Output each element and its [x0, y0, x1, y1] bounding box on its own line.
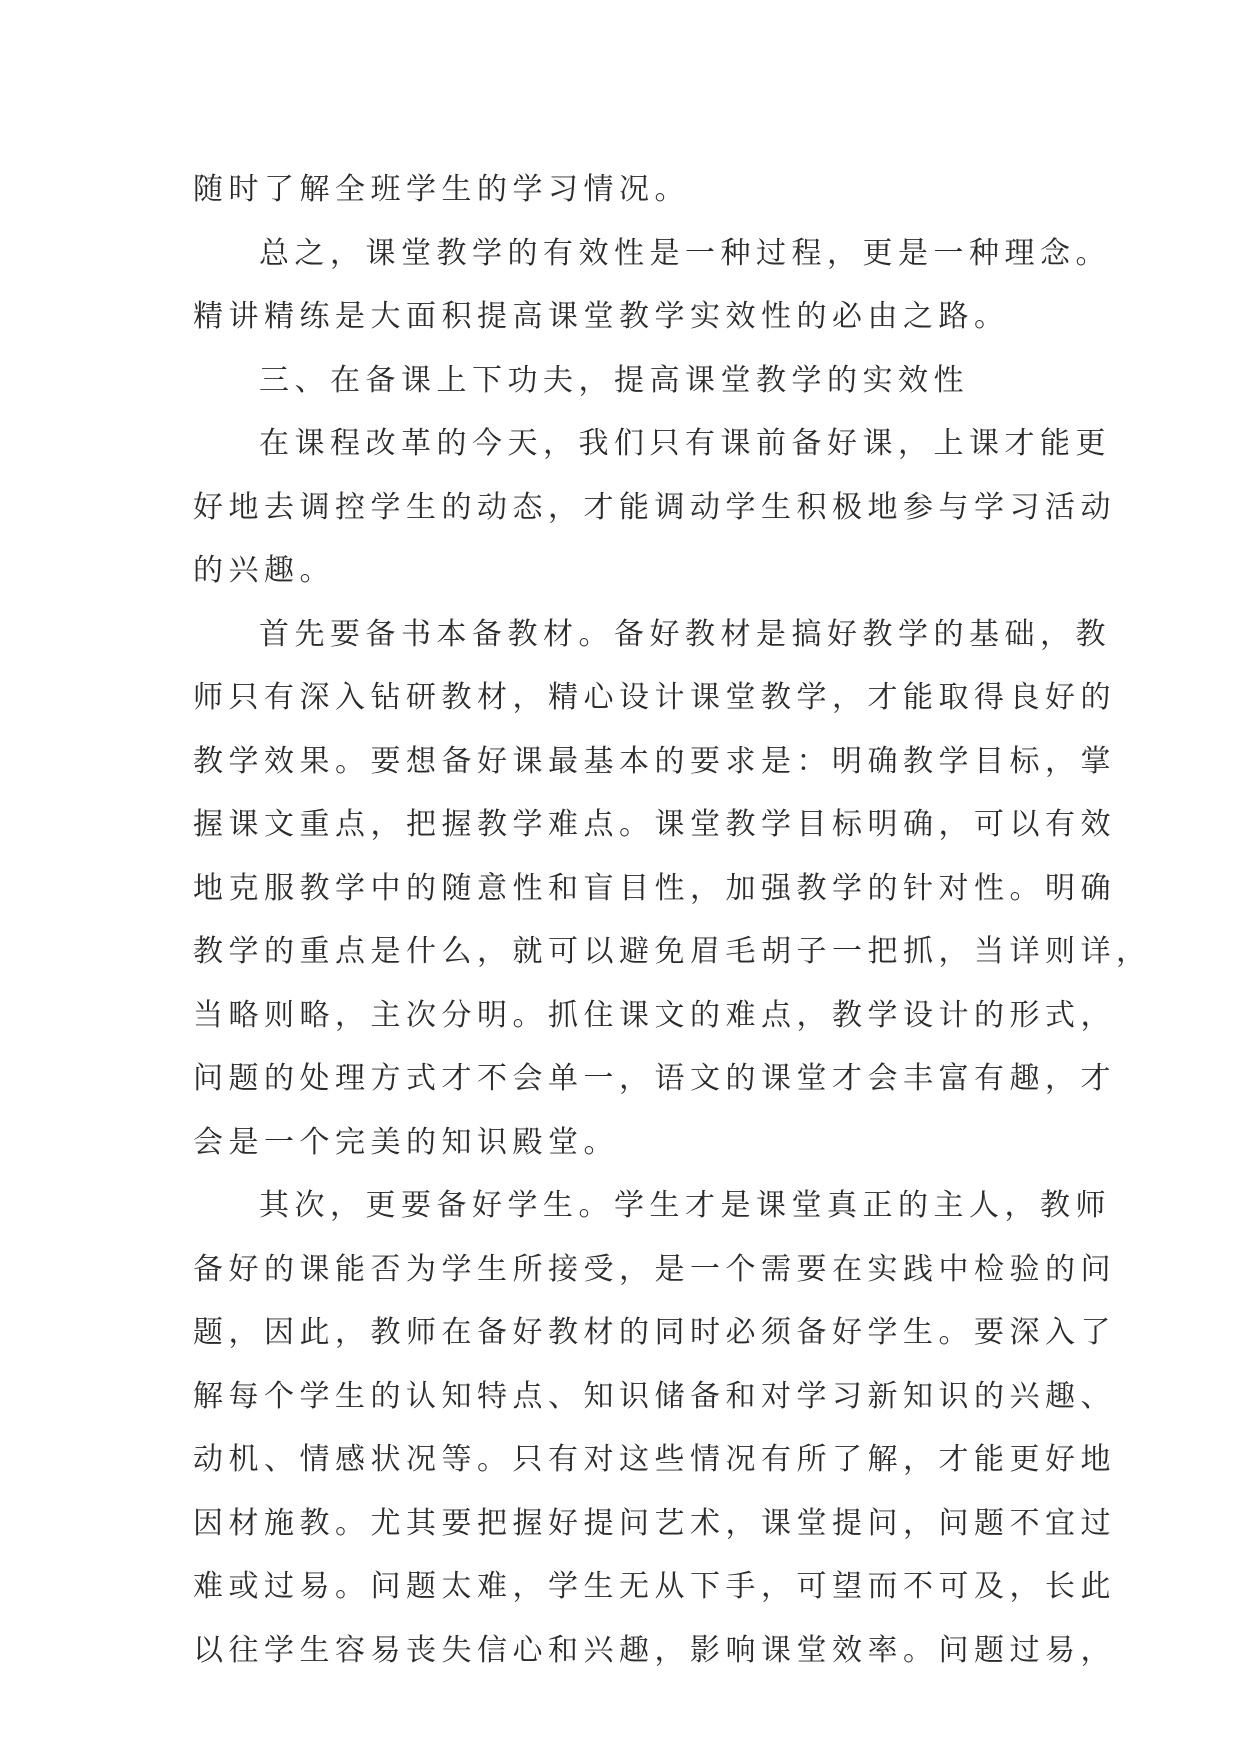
- text-line: 在课程改革的今天，我们只有课前备好课，上课才能更: [259, 426, 1111, 461]
- text-line: 精讲精练是大面积提高课堂教学实效性的必由之路。: [193, 299, 1010, 334]
- text-line: 其次，更要备好学生。学生才是课堂真正的主人，教师: [259, 1188, 1111, 1223]
- text-line: 问题的处理方式才不会单一，语文的课堂才会丰富有趣，才: [193, 1061, 1116, 1096]
- text-line: 首先要备书本备教材。备好教材是搞好教学的基础，教: [259, 616, 1111, 652]
- text-line: 总之，课堂教学的有效性是一种过程，更是一种理念。: [259, 235, 1111, 271]
- text-line: 以往学生容易丧失信心和兴趣，影响课堂效率。问题过易，: [193, 1632, 1116, 1668]
- text-line: 题，因此，教师在备好教材的同时必须备好学生。要深入了: [193, 1315, 1116, 1350]
- text-line: 握课文重点，把握教学难点。课堂教学目标明确，可以有效: [193, 807, 1116, 842]
- text-line: 解每个学生的认知特点、知识储备和对学习新知识的兴趣、: [193, 1378, 1116, 1414]
- body-text: [193, 158, 1152, 1682]
- text-line: 的兴趣。: [193, 553, 335, 588]
- text-line: 教学的重点是什么，就可以避免眉毛胡子一把抓，当详则详，: [193, 934, 1152, 969]
- text-line: 难或过易。问题太难，学生无从下手，可望而不可及，长此: [193, 1569, 1116, 1604]
- text-line: 动机、情感状况等。只有对这些情况有所了解，才能更好地: [193, 1442, 1116, 1477]
- section-heading: 三、在备课上下功夫，提高课堂教学的实效性: [259, 362, 969, 398]
- text-line: 备好的课能否为学生所接受，是一个需要在实践中检验的问: [193, 1251, 1116, 1287]
- text-line: 当略则略，主次分明。抓住课文的难点，教学设计的形式，: [193, 997, 1116, 1033]
- text-line: 因材施教。尤其要把握好提问艺术，课堂提问，问题不宜过: [193, 1505, 1116, 1541]
- text-line: 随时了解全班学生的学习情况。: [193, 172, 690, 207]
- text-line: 会是一个完美的知识殿堂。: [193, 1124, 619, 1160]
- text-line: 教学效果。要想备好课最基本的要求是：明确教学目标，掌: [193, 743, 1116, 779]
- text-line: 好地去调控学生的动态，才能调动学生积极地参与学习活动: [193, 489, 1116, 525]
- text-line: 地克服教学中的随意性和盲目性，加强教学的针对性。明确: [193, 870, 1116, 906]
- text-line: 师只有深入钻研教材，精心设计课堂教学，才能取得良好的: [193, 680, 1116, 715]
